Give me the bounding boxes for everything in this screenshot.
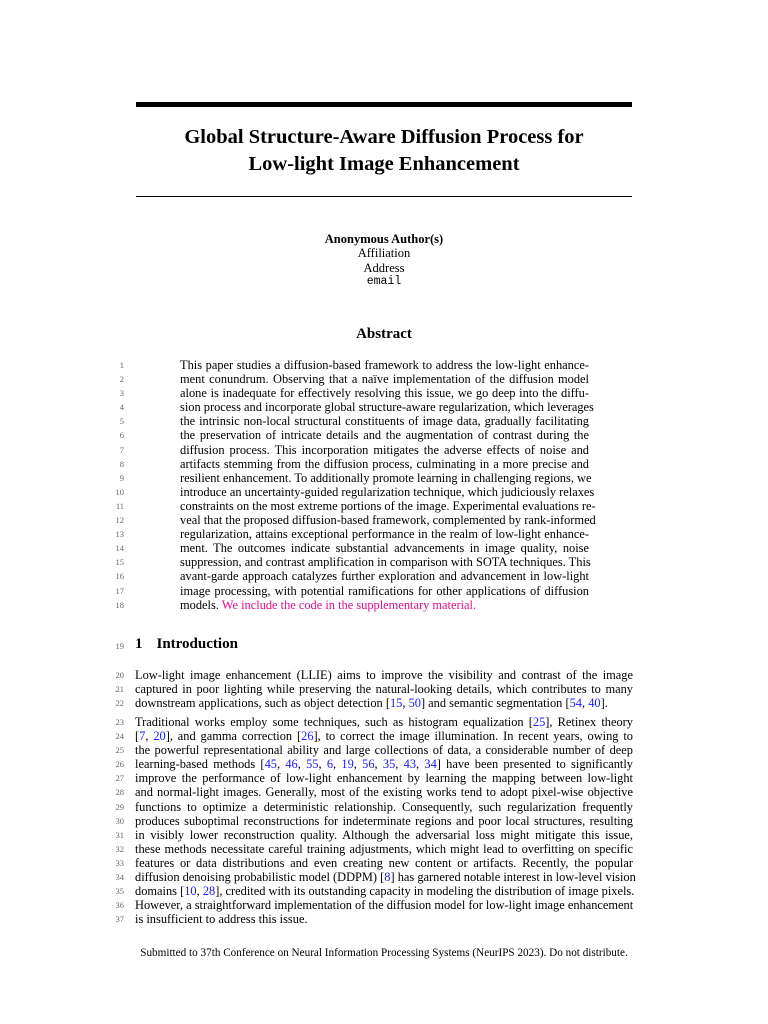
line-text — [135, 729, 633, 743]
line-text — [180, 598, 589, 612]
section-heading-introduction — [0, 634, 768, 654]
line-text — [135, 696, 633, 710]
author-block — [136, 232, 632, 290]
citation-link[interactable]: 25 — [532, 715, 546, 729]
line-text-segment: functions to optimize a deterministic relationship. Consequently, such regularization frequently — [135, 799, 633, 814]
text-line — [0, 541, 768, 555]
line-text-segment: , — [416, 757, 425, 772]
title-bottom-rule — [136, 196, 632, 197]
line-text: suppression, and contrast amplification in comparison with SOTA techniques. This — [180, 555, 591, 570]
text-line — [0, 870, 768, 884]
citation-link[interactable]: 50 — [408, 696, 421, 711]
line-text-segment: ] and semantic segmentation [ — [420, 696, 570, 711]
text-line — [0, 757, 768, 771]
text-line — [0, 527, 768, 541]
line-text-segment: Traditional works employ some techniques, such as histogram equalization [ — [135, 715, 533, 729]
line-number: 23 — [115, 717, 124, 727]
citation-link[interactable]: 35 — [382, 757, 396, 772]
line-text: diffusion process. This incorporation mitigates the adverse effects of noise and — [180, 442, 589, 457]
line-text: alone is inadequate for effectively resolving this issue, we go deep into the diffu- — [180, 386, 589, 401]
line-text-segment: However, a straightforward implementation of the diffusion model for low-light image enhancement — [135, 898, 634, 913]
line-number: 12 — [115, 515, 124, 526]
line-number: 24 — [115, 731, 124, 742]
citation-link[interactable]: 28 — [202, 884, 216, 899]
title-top-rule — [136, 102, 632, 107]
line-text — [135, 785, 633, 799]
author-email: email — [366, 275, 402, 289]
citation-link[interactable]: 6 — [326, 757, 334, 772]
line-number: 16 — [115, 571, 124, 582]
text-line — [0, 457, 768, 471]
line-text: image processing, with potential ramifications for other applications of diffusion — [180, 583, 589, 598]
line-text — [135, 800, 633, 814]
line-text — [135, 870, 636, 885]
line-text-segment: domains [ — [135, 884, 185, 899]
line-text: regularization, attains exceptional performance in the realm of low-light enhance- — [180, 527, 589, 542]
line-text-segment: ] has garnered notable interest in low-level vision — [390, 870, 636, 885]
text-line — [0, 555, 768, 569]
text-line — [0, 884, 768, 898]
text-line — [0, 569, 768, 583]
text-line — [0, 598, 768, 612]
line-text-segment: improve the performance of low-light enhancement by learning the mapping between low-light — [135, 771, 633, 786]
line-text — [135, 856, 633, 870]
citation-link[interactable]: 7 — [139, 729, 146, 744]
citation-link[interactable]: 26 — [301, 729, 314, 744]
line-text-segment: ], to correct the image illumination. In recent years, owing to — [313, 729, 633, 744]
line-text-segment: , — [318, 757, 327, 772]
title-line-1: Global Structure-Aware Diffusion Process for — [184, 126, 584, 148]
title-line-2: Low-light Image Enhancement — [248, 153, 520, 175]
text-line — [0, 771, 768, 785]
line-number: 3 — [119, 388, 124, 399]
line-text-segment: these methods necessitate careful training adjustments, which might lead to overfitting on specific — [135, 841, 633, 856]
footer-note: Submitted to 37th Conference on Neural Information Processing Systems (NeurIPS 2023). Do not distribute. — [140, 947, 628, 959]
line-number: 25 — [115, 745, 124, 756]
line-number: 18 — [115, 599, 124, 610]
line-text-segment: produces suboptimal reconstructions for indeterminate regions and poor local structures, resulting — [135, 813, 633, 828]
line-text: resilient enhancement. To additionally promote learning in challenging regions, we — [180, 470, 592, 485]
text-line — [0, 814, 768, 828]
line-text: introduce an uncertainty-guided regularization technique, which judiciously relaxes — [180, 484, 595, 499]
text-line — [0, 414, 768, 428]
line-text-segment: , — [402, 696, 409, 711]
line-number: 33 — [115, 857, 124, 868]
line-text-segment: , — [374, 757, 383, 772]
text-line — [0, 898, 768, 912]
text-line — [0, 428, 768, 442]
line-text-segment: ], and gamma correction [ — [165, 729, 302, 744]
text-line — [0, 471, 768, 485]
line-text: constraints on the most extreme portions of the image. Experimental evaluations re- — [180, 498, 596, 513]
line-text-segment: and normal-light images. Generally, most of the existing works tend to adopt pixel-wise objective — [135, 785, 633, 800]
text-line — [0, 715, 768, 729]
text-line — [0, 856, 768, 870]
abstract-heading: Abstract — [356, 326, 412, 342]
line-text-segment: , — [395, 757, 404, 772]
text-line — [0, 584, 768, 598]
author-name: Anonymous Author(s) — [324, 232, 444, 246]
line-text-segment: , — [196, 884, 203, 899]
text-line — [0, 828, 768, 842]
line-text-segment: [ — [135, 729, 140, 744]
citation-link[interactable]: 46 — [285, 757, 298, 772]
line-text-segment: ] have been presented to significantly — [436, 757, 633, 772]
text-line — [0, 485, 768, 499]
line-text — [135, 668, 633, 682]
line-text — [135, 828, 633, 842]
line-text — [135, 682, 633, 696]
line-number: 21 — [115, 684, 124, 695]
citation-link[interactable]: 54 — [569, 696, 582, 711]
line-text-segment: , — [353, 757, 363, 772]
line-text: ment conundrum. Observing that a naïve implementation of the diffusion model — [180, 372, 589, 387]
line-number: 36 — [115, 900, 124, 911]
line-number: 30 — [115, 815, 124, 826]
citation-link[interactable]: 56 — [362, 757, 375, 772]
line-number: 2 — [119, 374, 124, 385]
citation-link[interactable]: 19 — [341, 757, 354, 772]
abstract-body — [0, 358, 768, 612]
line-text: the intrinsic non-local structural constituents of image data, gradually facilitating — [180, 414, 589, 429]
line-text: the preservation of intricate details and the augmentation of contrast during the — [180, 428, 589, 443]
line-number: 17 — [115, 585, 124, 596]
line-text-segment: models. — [180, 597, 222, 612]
line-number: 13 — [115, 529, 124, 540]
line-text-segment: , — [581, 696, 589, 711]
line-text — [135, 912, 633, 926]
text-line — [0, 443, 768, 457]
text-line — [0, 499, 768, 513]
line-number: 19 — [115, 641, 124, 651]
line-text-segment: ]. — [600, 696, 608, 711]
line-text: artifacts stemming from the diffusion process, culminating in a more precise and — [180, 456, 589, 471]
line-text-segment: , — [333, 757, 342, 772]
line-text-segment: , — [297, 757, 307, 772]
line-number: 35 — [115, 886, 124, 897]
text-line — [0, 842, 768, 856]
section-name: Introduction — [156, 636, 238, 652]
line-number: 1 — [119, 360, 124, 370]
line-number: 22 — [115, 698, 124, 709]
text-line — [0, 729, 768, 743]
text-line — [0, 696, 768, 710]
text-line — [0, 386, 768, 400]
line-number: 37 — [115, 914, 124, 925]
line-number: 29 — [115, 801, 124, 812]
section-number: 1 — [135, 636, 143, 652]
line-text-segment: , — [276, 757, 286, 772]
line-number: 9 — [119, 472, 124, 483]
supplementary-code-link[interactable]: We include the code in the supplementary material. — [221, 597, 477, 612]
line-text — [135, 771, 633, 785]
citation-link[interactable]: 34 — [424, 757, 437, 772]
line-text: veal that the proposed diffusion-based framework, complemented by rank-informed — [180, 513, 596, 528]
author-affiliation: Affiliation — [357, 246, 411, 261]
text-line — [0, 743, 768, 757]
citation-link[interactable]: 10 — [184, 884, 197, 899]
line-text — [135, 715, 633, 729]
paper-title — [136, 124, 632, 178]
text-line — [0, 372, 768, 386]
line-text-segment: in visibly lower reconstruction quality. Although the adversarial loss might mitigate this issue, — [135, 827, 633, 842]
line-text-segment: learning-based methods [ — [135, 757, 265, 772]
line-text — [135, 842, 633, 856]
line-text: ment. The outcomes indicate substantial advancements in image quality, noise — [180, 541, 589, 556]
line-text-segment: downstream applications, such as object detection [ — [135, 696, 390, 711]
line-number: 10 — [115, 486, 124, 497]
line-text-segment: ], credited with its outstanding capacity in modeling the distribution of image pixels. — [215, 884, 635, 899]
text-line — [0, 668, 768, 682]
line-text — [135, 743, 633, 757]
citation-link[interactable]: 45 — [264, 757, 277, 772]
line-text-segment: , — [145, 729, 154, 744]
line-number: 15 — [115, 557, 124, 568]
line-number: 34 — [115, 872, 124, 883]
intro-paragraph-2 — [0, 715, 768, 926]
text-line — [0, 785, 768, 799]
line-text-segment: ], Retinex theory — [545, 715, 633, 729]
intro-paragraph-1 — [0, 668, 768, 710]
citation-link[interactable]: 43 — [403, 757, 417, 772]
line-number: 14 — [115, 543, 124, 554]
line-text-segment: the powerful representational ability and large collections of data, a considerable number of deep — [135, 743, 633, 758]
text-line — [0, 800, 768, 814]
line-number: 26 — [115, 759, 124, 770]
line-number: 5 — [119, 416, 124, 427]
text-line — [0, 358, 768, 372]
text-line — [0, 513, 768, 527]
text-line — [0, 682, 768, 696]
line-text-segment: captured in poor lighting while preserving the natural-looking details, which contributes to many — [135, 682, 633, 697]
line-text-segment: features or data distributions and even creating new content or artifacts. Recently, the popular — [135, 855, 633, 870]
line-text-segment: is insufficient to address this issue. — [135, 912, 308, 927]
citation-link[interactable]: 20 — [153, 729, 166, 744]
text-line — [0, 912, 768, 926]
line-text — [135, 757, 633, 771]
author-address: Address — [363, 260, 405, 275]
line-text: This paper studies a diffusion-based framework to address the low-light enhance- — [180, 358, 589, 372]
citation-link[interactable]: 55 — [306, 757, 319, 772]
section-title — [135, 634, 252, 654]
line-text: sion process and incorporate global structure-aware regularization, which leverages — [180, 400, 594, 415]
line-number: 4 — [119, 402, 124, 413]
line-number: 7 — [119, 444, 124, 455]
line-text — [135, 814, 633, 828]
line-number: 8 — [119, 458, 124, 469]
line-number: 31 — [115, 829, 124, 840]
line-text-segment: Low-light image enhancement (LLIE) aims to improve the visibility and contrast of the image — [135, 668, 633, 682]
line-number: 6 — [119, 430, 124, 441]
citation-link[interactable]: 15 — [389, 696, 403, 711]
line-number: 20 — [115, 670, 124, 680]
line-text — [135, 884, 633, 898]
line-number: 27 — [115, 773, 124, 784]
line-number: 28 — [115, 787, 124, 798]
text-line — [0, 400, 768, 414]
line-text — [135, 898, 633, 912]
line-text-segment: diffusion denoising probabilistic model (DDPM) [ — [135, 870, 385, 885]
line-number: 11 — [115, 500, 124, 511]
citation-link[interactable]: 40 — [588, 696, 601, 711]
line-number: 32 — [115, 843, 124, 854]
line-text: avant-garde approach catalyzes further exploration and advancement in low-light — [180, 569, 589, 584]
citation-link[interactable]: 8 — [384, 870, 391, 885]
